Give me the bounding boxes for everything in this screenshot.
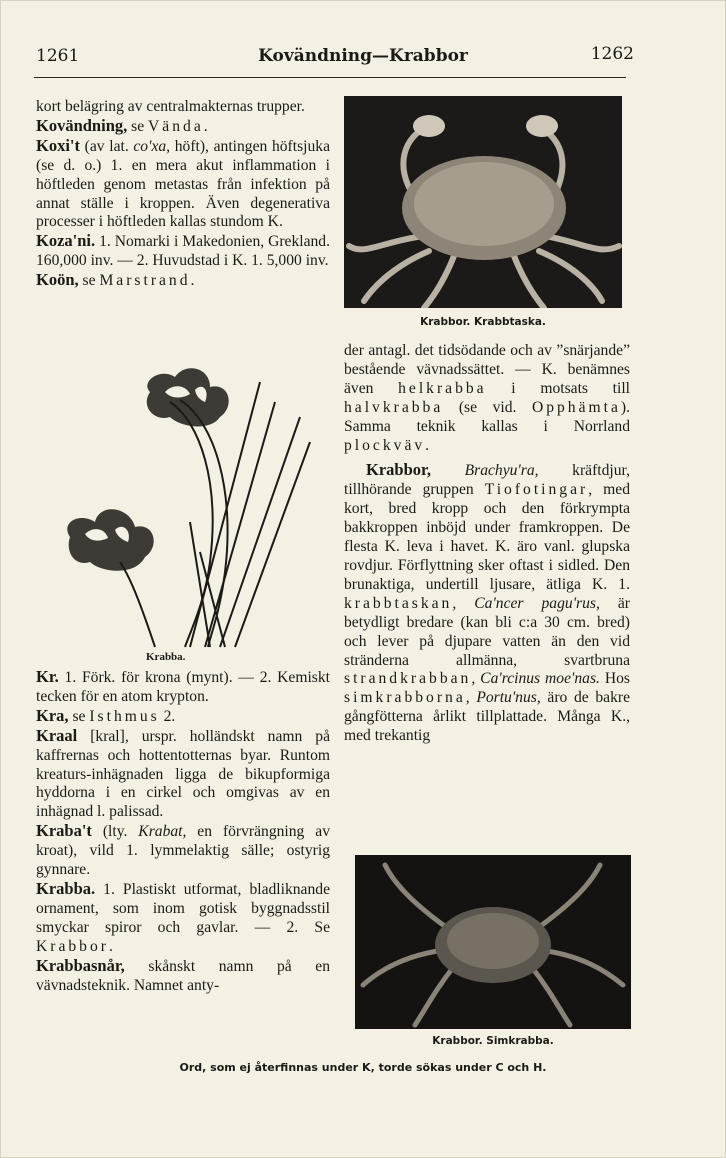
photo1-caption: Krabbor. Krabbtaska. [420, 316, 546, 328]
entry-krabba: Krabba. 1. Plastiskt utformat, bladliknande ornament, som inom gotisk byggnadsstil smyckar spiror och gavlar. — 2. Se Krabbor. [36, 878, 330, 955]
page-footer-note: Ord, som ej återfinnas under K, torde sökas under C och H. [179, 1061, 547, 1074]
entry-kozani: Koza'ni. 1. Nomarki i Makedonien, Grekland. 160,000 inv. — 2. Huvudstad i K. 1. 5,000 inv. [36, 231, 330, 270]
illustration-caption: Krabba. [146, 651, 186, 663]
crab-photo-simkrabba [355, 855, 631, 1029]
entry-koon: Koön, se Marstrand. [36, 270, 195, 290]
entry-kra: Kra, se Isthmus 2. [36, 705, 176, 725]
page-number-left: 1261 [36, 46, 80, 66]
entry-krabat: Kraba't (lty. Krabat, en förvrängning av kroat), vild 1. lymmelaktig sälle; ostyrig gynnare. [36, 821, 330, 879]
left-column-top [36, 98, 330, 291]
right-column [344, 342, 630, 746]
entry-kovandning: Kovändning, se Vända. [36, 115, 208, 135]
entry-koxit: Koxi't (av lat. co'xa, höft), antingen höftsjuka (se d. o.) 1. en mera akut inflammation i höftleden genom metastas från infektion på annat ställe i kroppen. Även degenerativa processer i höftleden kallas stundom K. [36, 135, 330, 231]
header-rule [34, 77, 626, 78]
left-column-bottom [36, 668, 330, 995]
entry-kraal: Kraal [kral], urspr. holländskt namn på kaffrernas och hottentotternas byar. Runtom kreaturs-inhägnaden ligga de bikupformiga hyddorna i en cirkel och omgivas av en inhägnad l. palissad. [36, 725, 330, 821]
crocket-ornament-illustration [60, 362, 330, 650]
crab-photo-krabbtaska [344, 96, 622, 308]
entry-kr: Kr. 1. Förk. för krona (mynt). — 2. Kemiskt tecken för en atom krypton. [36, 667, 330, 705]
entry-krabbasnar: Krabbasnår, skånskt namn på en vävnadsteknik. Namnet anty- [36, 955, 330, 994]
photo2-caption: Krabbor. Simkrabba. [432, 1035, 554, 1047]
running-title: Kovändning—Krabbor [258, 46, 468, 66]
entry-krabbor: Krabbor, Brachyu'ra, kräftdjur, tillhörande gruppen Tiofotingar, med kort, bred kropp och den förkrympta bakkroppen inböjd under framkroppen. De flesta K. leva i havet. K. äro vanl. glupska rovdjur. Förflyttning sker oftast i sidled. Den brunaktiga, undertill ljusare, ätliga K. 1. krabbtaskan, Ca'ncer pagu'rus, är betydligt bredare (kan bli c:a 30 cm. bred) och lever på djupare vatten än den vid stränderna allmänna, svartbruna strandkrabban, Ca'rcinus moe'nas. Hos simkrabborna, Portu'nus, äro de bakre gångfötterna årlikt tillplattade. Många K., med trekantig [344, 460, 631, 745]
page-number-right: 1262 [590, 44, 634, 64]
entry-krabbasnar-continued: der antagl. det tidsödande och av ”snärjande” bestående vävnadssättet. — K. benämnes även helkrabba i motsats till halvkrabba (se vid. Opphämta). Samma teknik kallas i Norrland plockväv. [344, 342, 630, 454]
entry-continuation: kort belägring av centralmakternas trupper. [36, 98, 305, 115]
